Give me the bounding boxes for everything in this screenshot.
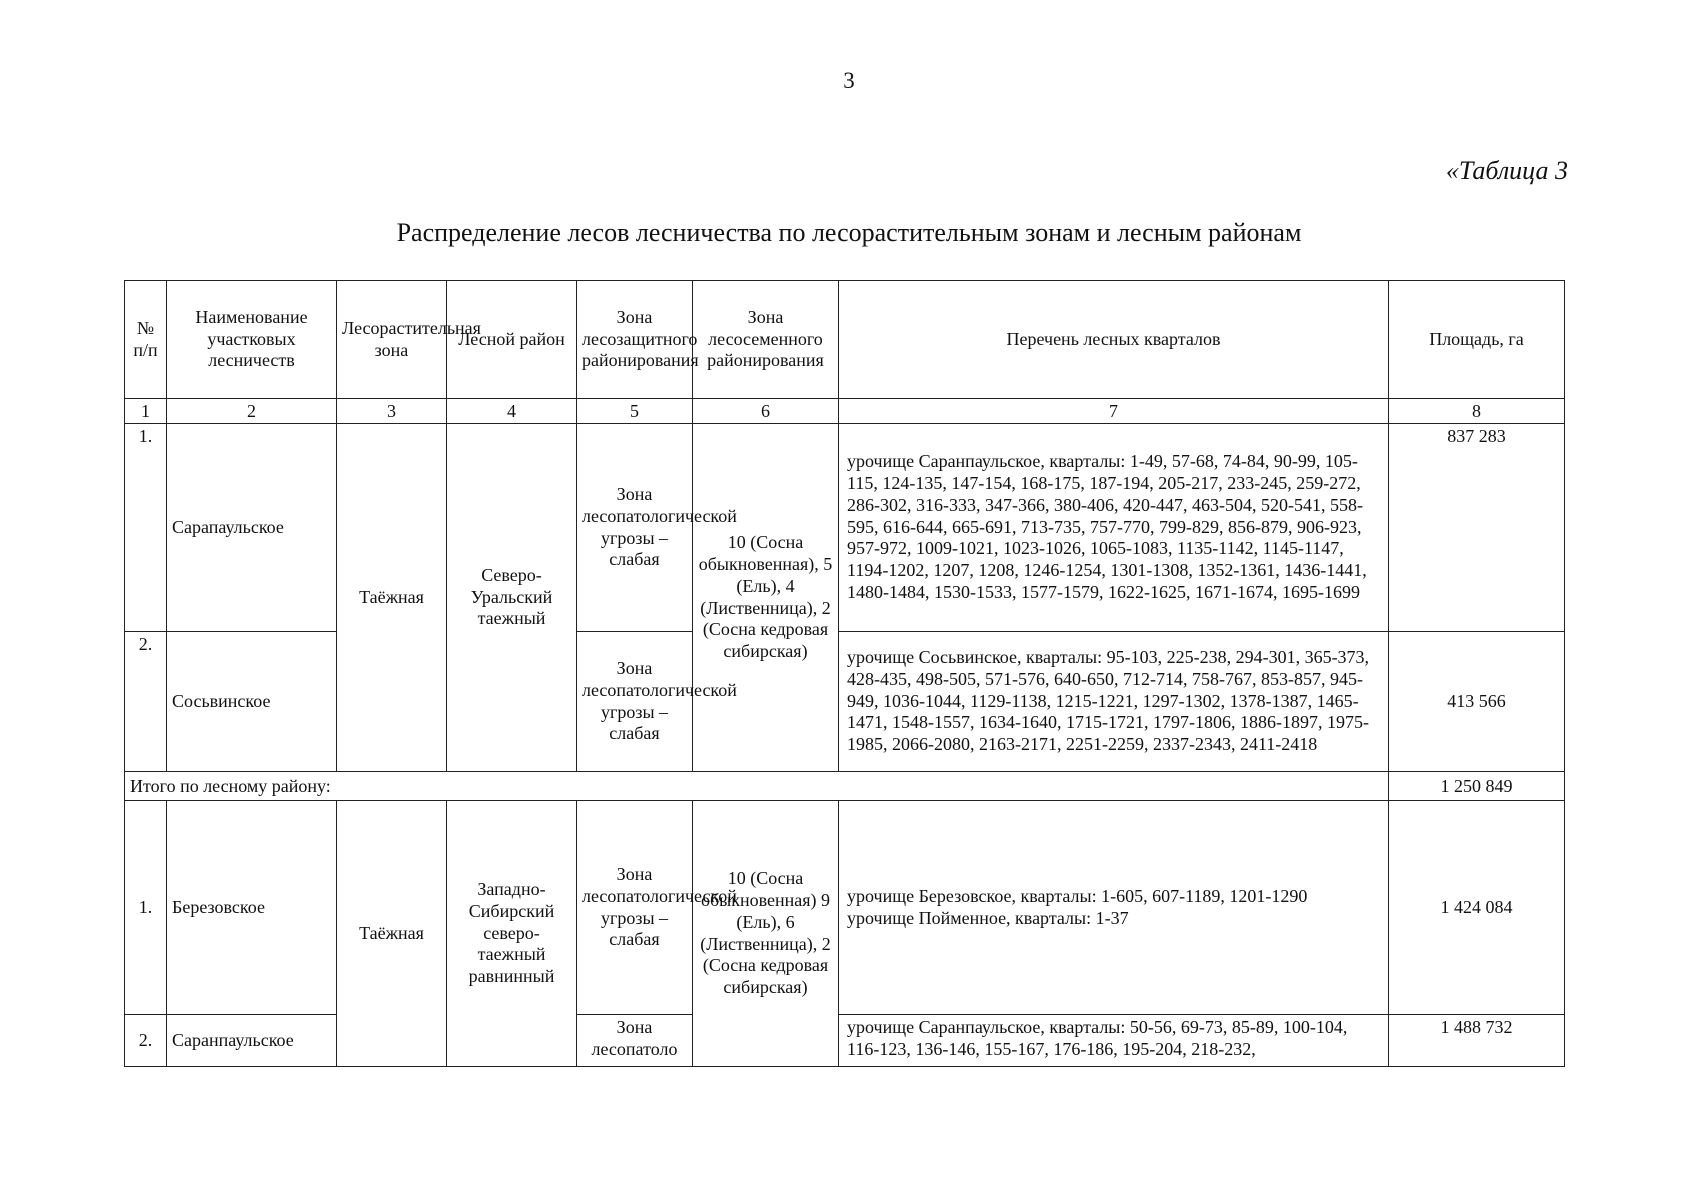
forest-region: Западно-Сибирский северо-таежный равнинный — [447, 801, 577, 1067]
header-area: Площадь, га — [1389, 281, 1565, 399]
header-quarters: Перечень лесных кварталов — [839, 281, 1389, 399]
page-number: 3 — [843, 68, 855, 93]
total-area: 1 250 849 — [1389, 772, 1565, 801]
column-number: 5 — [577, 399, 693, 424]
table-row — [125, 801, 1565, 1015]
column-number: 2 — [167, 399, 337, 424]
row-number: 1. — [125, 801, 167, 1015]
column-number: 4 — [447, 399, 577, 424]
header-protection-zone: Зона лесозащитного районирования — [577, 281, 693, 399]
forestry-name: Березовское — [167, 801, 337, 1015]
quarters-list: урочище Сосьвинское, кварталы: 95-103, 225-238, 294-301, 365-373, 428-435, 498-505, 571-576, 640-650, 712-714, 758-767, 853-857, 945-949, 1036-1044, 1129-1138, 1215-1221, 1297-1302, 1378-1387, 1465-1471, 1548-1557, 1634-1640, 1715-1721, 1797-1806, 1886-1897, 1975-1985, 2066-2080, 2163-2171, 2251-2259, 2337-2343, 2411-2418 — [839, 632, 1389, 772]
column-number: 7 — [839, 399, 1389, 424]
header-row — [125, 281, 1565, 399]
forest-zone: Таёжная — [337, 801, 447, 1067]
forest-zone: Таёжная — [337, 424, 447, 772]
header-num: № п/п — [125, 281, 167, 399]
area-value: 1 488 732 — [1389, 1015, 1565, 1067]
protection-zone: Зона лесопатологической угрозы – слабая — [577, 632, 693, 772]
column-number: 6 — [693, 399, 839, 424]
forestry-name: Сосьвинское — [167, 632, 337, 772]
table-row — [125, 424, 1565, 632]
protection-zone: Зона лесопатоло — [577, 1015, 693, 1067]
document-title: Распределение лесов лесничества по лесорастительным зонам и лесным районам — [396, 218, 1302, 247]
forestry-name: Сарапаульское — [167, 424, 337, 632]
column-numbers-row — [125, 399, 1565, 424]
table-label: «Таблица 3 — [1445, 156, 1568, 185]
forestry-name: Саранпаульское — [167, 1015, 337, 1067]
seed-zone: 10 (Сосна обыкновенная), 5 (Ель), 4 (Лиственница), 2 (Сосна кедровая сибирская) — [693, 424, 839, 772]
seed-zone: 10 (Сосна обыкновенная) 9 (Ель), 6 (Лиственница), 2 (Сосна кедровая сибирская) — [693, 801, 839, 1067]
forest-distribution-table — [124, 280, 1565, 1067]
header-forest-region: Лесной район — [447, 281, 577, 399]
header-name: Наименование участковых лесничеств — [167, 281, 337, 399]
row-number: 2. — [125, 632, 167, 772]
column-number: 1 — [125, 399, 167, 424]
total-label: Итого по лесному району: — [125, 772, 1389, 801]
protection-zone: Зона лесопатологической угрозы – слабая — [577, 424, 693, 632]
total-row — [125, 772, 1565, 801]
column-number: 8 — [1389, 399, 1565, 424]
column-number: 3 — [337, 399, 447, 424]
forest-region: Северо-Уральский таежный — [447, 424, 577, 772]
protection-zone: Зона лесопатологической угрозы – слабая — [577, 801, 693, 1015]
quarters-list: урочище Саранпаульское, кварталы: 50-56, 69-73, 85-89, 100-104, 116-123, 136-146, 155-167, 176-186, 195-204, 218-232, — [839, 1015, 1389, 1067]
quarters-list — [839, 801, 1389, 1015]
quarters-list: урочище Саранпаульское, кварталы: 1-49, 57-68, 74-84, 90-99, 105-115, 124-135, 147-154, 168-175, 187-194, 205-217, 233-245, 259-272, 286-302, 316-333, 347-366, 380-406, 420-447, 463-504, 520-541, 558-595, 616-644, 665-691, 713-735, 757-770, 799-829, 856-879, 906-923, 957-972, 1009-1021, 1023-1026, 1065-1083, 1135-1142, 1145-1147, 1194-1202, 1207, 1208, 1246-1254, 1301-1308, 1352-1361, 1436-1441, 1480-1484, 1530-1533, 1577-1579, 1622-1625, 1671-1674, 1695-1699 — [839, 424, 1389, 632]
quarters-line: урочище Пойменное, кварталы: 1-37 — [847, 907, 1129, 928]
header-forest-zone: Лесорастительная зона — [337, 281, 447, 399]
area-value: 837 283 — [1389, 424, 1565, 632]
area-value: 1 424 084 — [1389, 801, 1565, 1015]
row-number: 2. — [125, 1015, 167, 1067]
header-seed-zone: Зона лесосеменного районирования — [693, 281, 839, 399]
area-value: 413 566 — [1389, 632, 1565, 772]
row-number: 1. — [125, 424, 167, 632]
quarters-line: урочище Березовское, кварталы: 1-605, 607-1189, 1201-1290 — [847, 885, 1308, 906]
